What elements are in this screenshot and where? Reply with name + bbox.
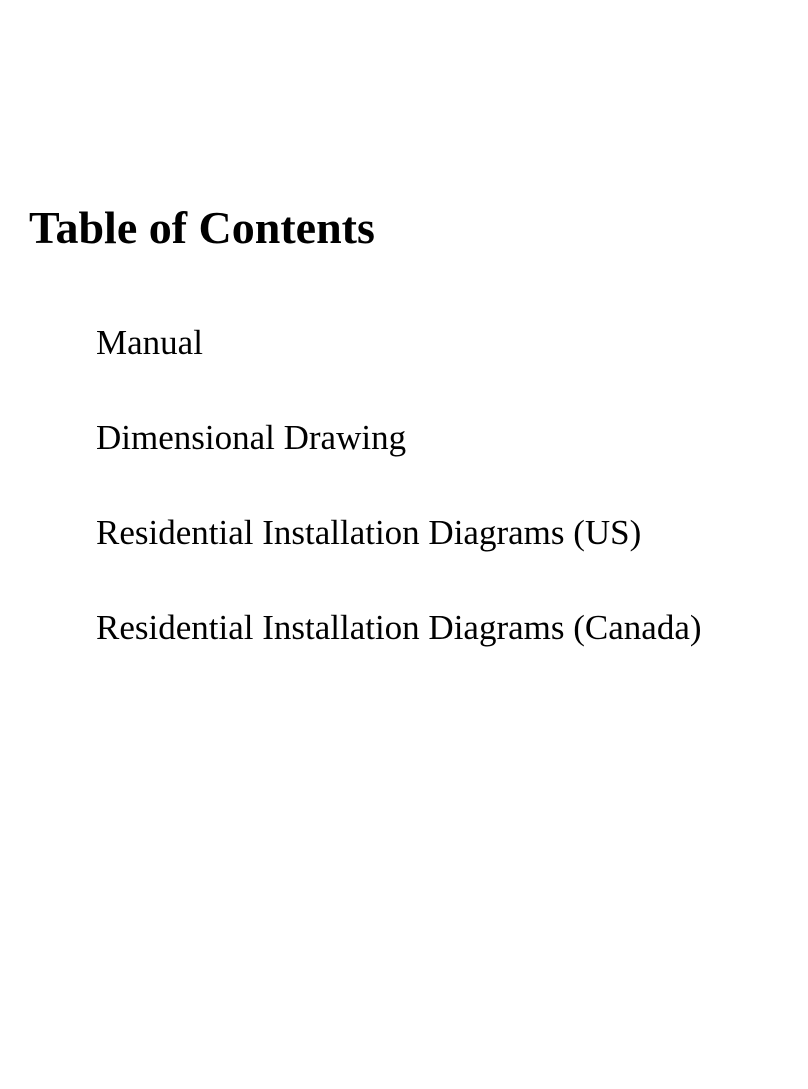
toc-item-dimensional-drawing[interactable]: Dimensional Drawing (96, 418, 407, 457)
toc-item-installation-diagrams-us[interactable]: Residential Installation Diagrams (US) (96, 513, 642, 552)
toc-list (96, 318, 702, 698)
toc-item-manual[interactable]: Manual (96, 323, 203, 362)
toc-item-installation-diagrams-canada[interactable]: Residential Installation Diagrams (Canada) (96, 608, 702, 647)
toc-title: Table of Contents (29, 202, 375, 253)
